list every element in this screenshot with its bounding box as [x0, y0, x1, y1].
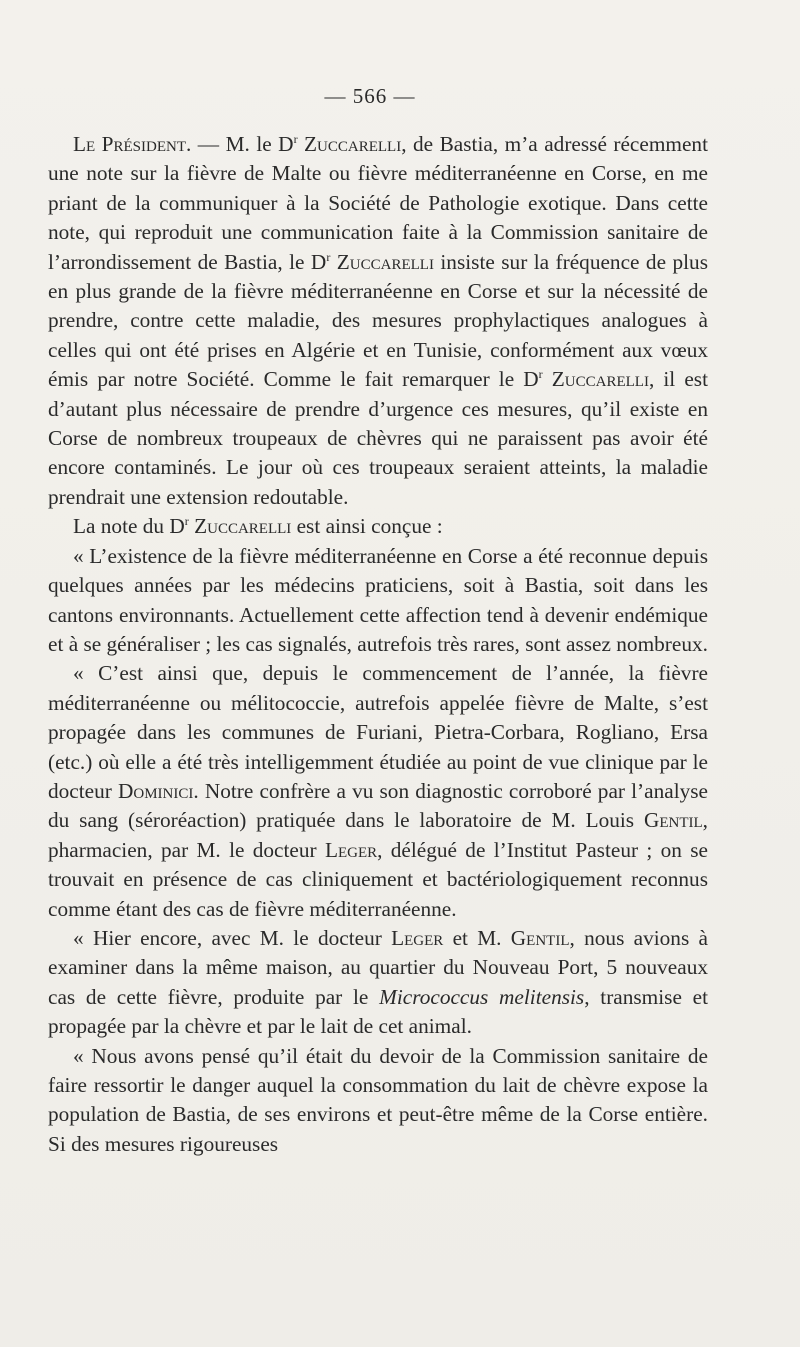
person-name: Zuccarelli — [304, 132, 402, 156]
person-name: Zuccarelli — [336, 249, 434, 274]
superscript: r — [326, 249, 331, 264]
superscript: r — [293, 131, 298, 146]
person-name: Leger — [391, 925, 444, 950]
person-name: Dominici — [118, 778, 194, 803]
paragraph-note-intro — [48, 512, 708, 541]
text-run: . Notre confrère a vu son diagnostic corroboré par l’analyse du sang (séroréaction) pratiquée dans le laboratoire de M. Louis — [48, 778, 709, 833]
body-text — [48, 130, 708, 1159]
text-run: « L’existence de la fièvre méditerranéenne en Corse a été reconnue depuis quelques années par les médecins praticiens, soit à Bastia, soit dans les cantons environnants. Actuellement cette affection tend à devenir endémique et à se généraliser ; les cas signalés, autrefois très rares, sont assez nombreux. — [48, 543, 708, 656]
superscript: r — [538, 367, 543, 382]
paragraph-quote-1 — [48, 542, 708, 660]
text-run: , pharmacien, par M. le docteur — [48, 808, 708, 862]
species-name: Micrococcus melitensis — [379, 984, 585, 1009]
text-run: insiste sur la fréquence de plus en plus grande de la fièvre méditerranéenne en Corse et sur la nécessité de prendre, contre cette maladie, des mesures prophylactiques analogues à celles qui ont été prises en Algérie et en Tunisie, conformément aux vœux émis par notre Société. Comme le fait remarquer le D — [48, 249, 708, 392]
text-run: La note du D — [73, 514, 185, 539]
text-run: , nous avions à examiner dans la même maison, au quartier du Nouveau Port, 5 nouveaux cas de cette fièvre, produite par le — [48, 925, 708, 1009]
person-name: Gentil — [510, 925, 570, 950]
text-run: « C’est ainsi que, depuis le commencement de l’année, la fièvre méditerranéenne ou mélitococcie, autrefois appelée fièvre de Malte, s’est propagée dans les communes de Furiani, Pietra-Corbara, Rogliano, Ersa (etc.) où elle a été très intelligemment étudiée au point de vue clinique par le docteur — [48, 661, 708, 803]
text-run: est ainsi conçue : — [291, 514, 443, 539]
person-name: Zuccarelli — [194, 514, 292, 539]
text-run: et M. — [443, 925, 511, 950]
text-run: . — M. le D — [186, 132, 294, 156]
text-run: , de Bastia, m’a adressé récemment une note sur la fièvre de Malte ou fièvre méditerranéenne en Corse, en me priant de la communiquer à la Société de Pathologie exotique. Dans cette note, qui reproduit une communication faite à la Commission sanitaire de l’arrondissement de Bastia, le D — [48, 132, 708, 274]
text-run: « Hier encore, avec M. le docteur — [73, 925, 392, 950]
text-run: « Nous avons pensé qu’il était du devoir de la Commission sanitaire de faire ressortir le danger auquel la consommation du lait de chèvre expose la population de Bastia, de ses environs et peut-être même de la Corse entière. Si des mesures rigoureuses — [48, 1043, 708, 1156]
person-name: Leger — [324, 837, 378, 862]
person-name: Gentil — [643, 808, 703, 833]
person-name: Zuccarelli — [551, 367, 649, 392]
paragraph-quote-2 — [48, 659, 708, 924]
speaker-name: Le Président — [73, 132, 186, 156]
text-run: , il est d’autant plus nécessaire de prendre d’urgence ces mesures, qu’il existe en Corse de nombreux troupeaux de chèvres qui ne paraissent pas avoir été encore contaminés. Le jour où ces troupeaux seraient atteints, la maladie prendrait une extension redoutable. — [48, 367, 709, 509]
paragraph-president — [48, 130, 708, 512]
paragraph-quote-4 — [48, 1042, 708, 1160]
text-run: , transmise et propagée par la chèvre et par le lait de cet animal. — [48, 984, 708, 1039]
page-number: — 566 — — [324, 84, 416, 108]
paragraph-quote-3 — [48, 924, 708, 1042]
text-run: , délégué de l’Institut Pasteur ; on se trouvait en présence de cas cliniquement et bactériologiquement reconnus comme étant des cas de fièvre méditerranéenne. — [48, 837, 708, 921]
superscript: r — [184, 514, 189, 529]
